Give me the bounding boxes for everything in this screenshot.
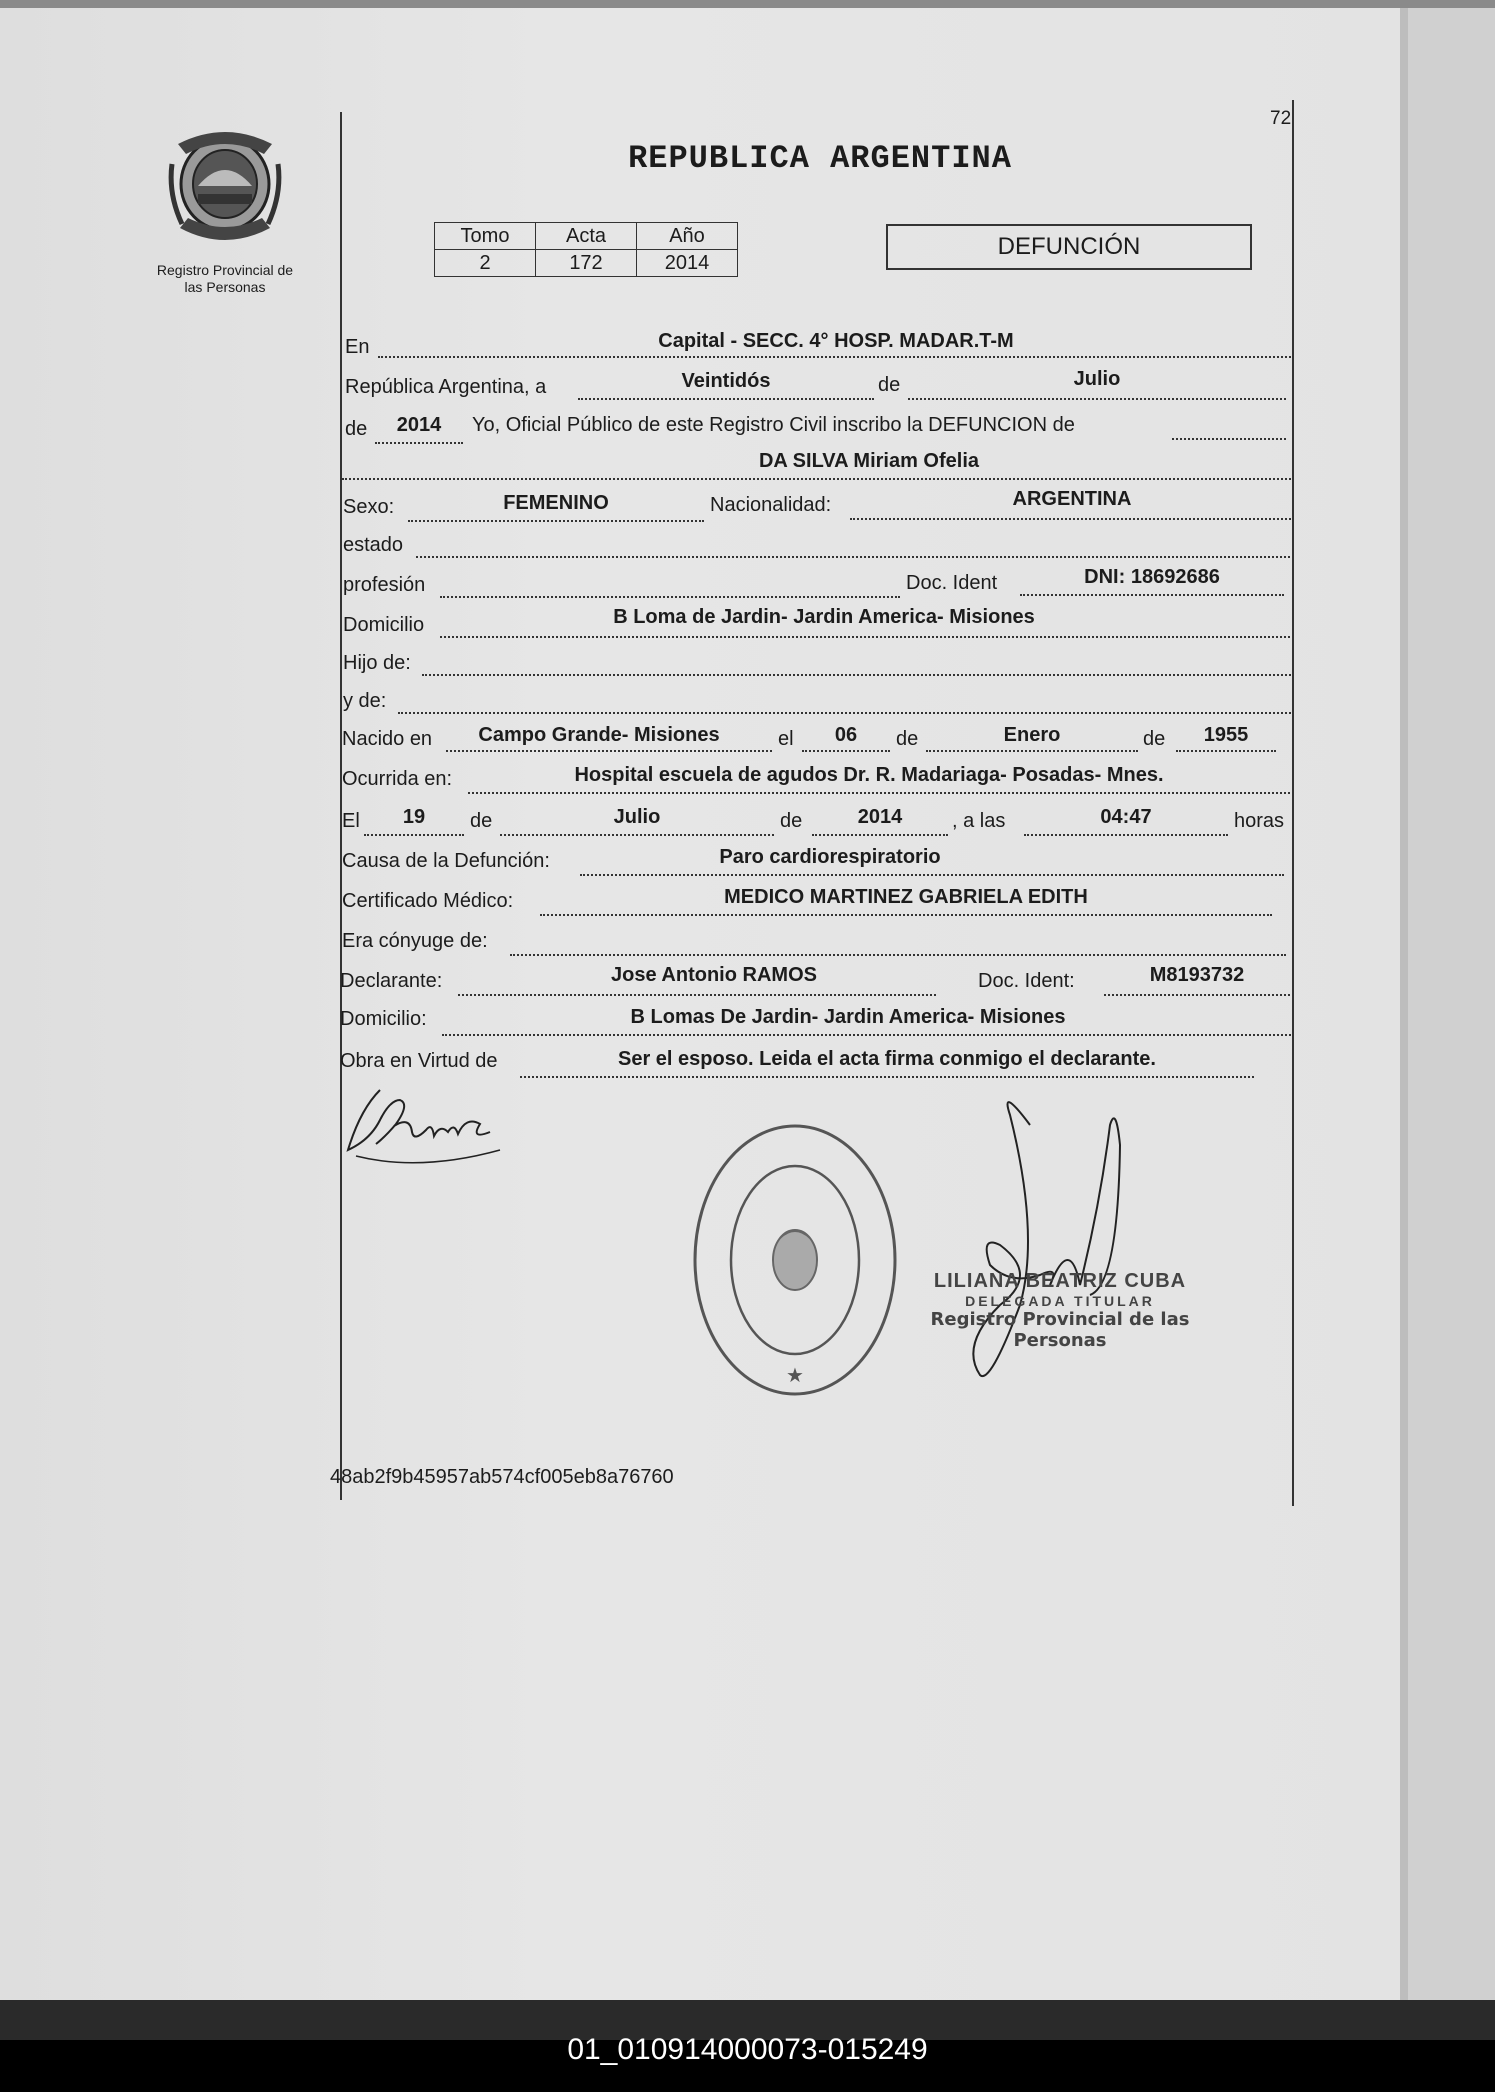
obra-label: Obra en Virtud de (340, 1050, 498, 1072)
domicilio-value: B Loma de Jardin- Jardin America- Misiones (613, 606, 1035, 628)
conyuge-field (510, 926, 1286, 956)
y-de-field (398, 684, 1294, 714)
death-month: Julio (613, 806, 661, 828)
horas-label: horas (1234, 810, 1285, 832)
republica-label: República Argentina, a (345, 376, 547, 398)
doc-ident-label: Doc. Ident (906, 572, 998, 594)
sexo-value: FEMENINO (503, 492, 609, 514)
register-value-tomo: 2 (435, 250, 536, 277)
domicilio2-value: B Lomas De Jardin- Jardin America- Misiones (630, 1006, 1066, 1028)
register-header-row (435, 223, 738, 250)
right-margin-line (1292, 100, 1294, 1506)
left-margin-line (340, 112, 342, 1500)
nacido-label: Nacido en (342, 728, 433, 750)
deceased-name: DA SILVA Miriam Ofelia (758, 450, 980, 472)
statement-field (1172, 410, 1286, 440)
officer-signature (960, 1085, 1140, 1405)
hijo-label: Hijo de: (343, 652, 411, 674)
statement-text: Yo, Oficial Público de este Registro Civil inscribo la DEFUNCION de (472, 414, 1075, 436)
estado-field (416, 528, 1294, 558)
estado-label: estado (343, 534, 404, 556)
document-type-box: DEFUNCIÓN (886, 224, 1252, 270)
register-value-ano: 2014 (637, 250, 738, 277)
conyuge-label: Era cónyuge de: (342, 930, 488, 952)
death-time: 04:47 (1100, 806, 1152, 828)
el-death-label: El (342, 810, 360, 832)
doc-ident2-value: M8193732 (1149, 964, 1245, 986)
sexo-label: Sexo: (343, 496, 395, 518)
officer-office: Registro Provincial de las Personas (930, 1309, 1190, 1351)
death-year: 2014 (857, 806, 903, 828)
officer-block (920, 1270, 1200, 1351)
de-label: de (878, 374, 901, 396)
doc-ident-value: DNI: 18692686 (1084, 566, 1220, 588)
registry-label: Registro Provincial de las Personas (156, 262, 294, 295)
a-las-label: , a las (952, 810, 1006, 832)
certificado-label: Certificado Médico: (342, 890, 514, 912)
declarante-label: Declarante: (340, 970, 443, 992)
birth-year: 1955 (1203, 724, 1249, 746)
page-edge (1400, 8, 1408, 2000)
document-page (0, 8, 1404, 2000)
register-table (434, 222, 738, 277)
de-birth-year-label: de (1143, 728, 1166, 750)
obra-value: Ser el esposo. Leida el acta firma conmigo el declarante. (618, 1048, 1156, 1070)
en-label: En (345, 336, 370, 358)
register-header-acta: Acta (536, 223, 637, 250)
register-header-ano: Año (637, 223, 738, 250)
official-stamp (690, 1120, 900, 1400)
birth-month: Enero (1003, 724, 1061, 746)
y-de-label: y de: (343, 690, 387, 712)
adjacent-page (1408, 8, 1495, 2000)
scan-footer (0, 2000, 1495, 2092)
hijo-field (422, 646, 1294, 676)
profesion-label: profesión (343, 574, 426, 596)
de-year-label: de (345, 418, 368, 440)
provincial-seal-logo (168, 124, 282, 250)
causa-label: Causa de la Defunción: (342, 850, 550, 872)
causa-value: Paro cardiorespiratorio (719, 846, 941, 868)
certificado-value: MEDICO MARTINEZ GABRIELA EDITH (724, 886, 1088, 908)
domicilio2-label: Domicilio: (340, 1008, 427, 1030)
officer-role: DELEGADA TITULAR (965, 1293, 1155, 1309)
death-day: 19 (402, 806, 426, 828)
el-label: el (778, 728, 794, 750)
register-value-acta: 172 (536, 250, 637, 277)
year-value: 2014 (396, 414, 442, 436)
svg-text:★: ★ (786, 1363, 804, 1387)
month-value: Julio (1073, 368, 1121, 390)
nacido-value: Campo Grande- Misiones (478, 724, 720, 746)
scan-top-edge (0, 0, 1495, 8)
register-value-row (435, 250, 738, 277)
de-birth-month-label: de (896, 728, 919, 750)
de-death-year-label: de (780, 810, 803, 832)
declarante-value: Jose Antonio RAMOS (611, 964, 817, 986)
day-value: Veintidós (681, 370, 771, 392)
en-value: Capital - SECC. 4° HOSP. MADAR.T-M (658, 330, 1014, 352)
doc-ident2-label: Doc. Ident: (978, 970, 1075, 992)
declarant-signature (340, 1080, 520, 1170)
ocurrida-label: Ocurrida en: (342, 768, 453, 790)
nacionalidad-value: ARGENTINA (1012, 488, 1132, 510)
page-number: 72 (1270, 108, 1292, 129)
de-death-month-label: de (470, 810, 493, 832)
officer-name: LILIANA BEATRIZ CUBA (933, 1270, 1187, 1292)
nacionalidad-label: Nacionalidad: (710, 494, 832, 516)
page-title: REPUBLICA ARGENTINA (628, 140, 1012, 177)
ocurrida-value: Hospital escuela de agudos Dr. R. Madariaga- Posadas- Mnes. (574, 764, 1164, 786)
register-header-tomo: Tomo (435, 223, 536, 250)
footer-id: 01_010914000073-015249 (567, 2033, 928, 2066)
birth-day: 06 (834, 724, 858, 746)
profesion-field (440, 568, 900, 598)
domicilio-label: Domicilio (343, 614, 425, 636)
document-hash: 48ab2f9b45957ab574cf005eb8a76760 (330, 1466, 674, 1488)
